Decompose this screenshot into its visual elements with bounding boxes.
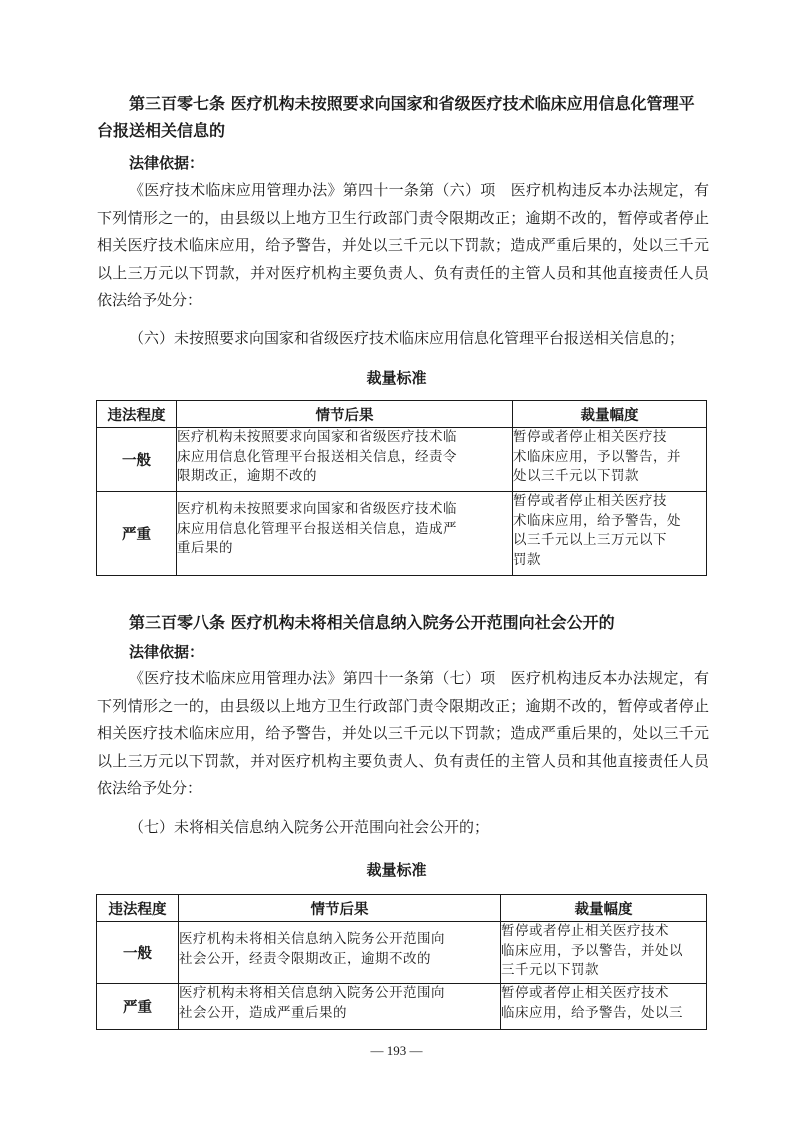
header-level: 违法程度	[97, 401, 177, 428]
table-header-row	[97, 895, 707, 922]
article-308-basis-text: 《医疗技术临床应用管理办法》第四十一条第（七）项 医疗机构违反本办法规定，有下列情形之一的，由县级以上地方卫生行政部门责令限期改正；逾期不改的，暂停或者停止相关医疗技术临床应用，给予警告，并处以三千元以下罚款；造成严重后果的，处以三千元以上三万元以下罚款，并对医疗机构主要负责人、负有责任的主管人员和其他直接责任人员依法给予处分：	[97, 669, 709, 797]
circumstance-cell: 医疗机构未按照要求向国家和省级医疗技术临 床应用信息化管理平台报送相关信息，造成严 重后果的	[177, 492, 513, 576]
article-308-title: 第三百零八条 医疗机构未将相关信息纳入院务公开范围向社会公开的	[129, 613, 615, 632]
level-cell: 一般	[97, 922, 179, 984]
penalty-cell: 暂停或者停止相关医疗技术 临床应用，给予警告，处以三	[501, 984, 707, 1030]
penalty-cell: 暂停或者停止相关医疗技术 临床应用，予以警告，并处以 三千元以下罚款	[501, 922, 707, 984]
header-penalty: 裁量幅度	[513, 401, 707, 428]
table-row	[97, 492, 707, 576]
circumstance-cell: 医疗机构未将相关信息纳入院务公开范围向 社会公开，经责令限期改正，逾期不改的	[179, 922, 501, 984]
level-cell: 严重	[97, 492, 177, 576]
table-row	[97, 984, 707, 1030]
article-308-table-caption: 裁量标准	[366, 861, 427, 879]
article-307-table-caption: 裁量标准	[366, 369, 427, 387]
circumstance-cell: 医疗机构未将相关信息纳入院务公开范围向 社会公开，造成严重后果的	[179, 984, 501, 1030]
table-row	[97, 922, 707, 984]
article-307-item: （六）未按照要求向国家和省级医疗技术临床应用信息化管理平台报送相关信息的；	[129, 329, 685, 347]
article-308-standard-table	[96, 894, 707, 1030]
article-307-title: 第三百零七条 医疗机构未按照要求向国家和省级医疗技术临床应用信息化管理平台报送相关信息的	[97, 94, 695, 140]
header-penalty: 裁量幅度	[501, 895, 707, 922]
article-307-basis-text: 《医疗技术临床应用管理办法》第四十一条第（六）项 医疗机构违反本办法规定，有下列情形之一的，由县级以上地方卫生行政部门责令限期改正；逾期不改的，暂停或者停止相关医疗技术临床应用，给予警告，并处以三千元以下罚款；造成严重后果的，处以三千元以上三万元以下罚款，并对医疗机构主要负责人、负有责任的主管人员和其他直接责任人员依法给予处分：	[97, 181, 709, 309]
article-308-item: （七）未将相关信息纳入院务公开范围向社会公开的；	[129, 818, 490, 836]
article-307-standard-table	[96, 400, 707, 576]
penalty-cell: 暂停或者停止相关医疗技 术临床应用，给予警告，处 以三千元以上三万元以下 罚款	[513, 492, 707, 576]
table-header-row	[97, 401, 707, 428]
penalty-cell: 暂停或者停止相关医疗技 术临床应用，予以警告，并 处以三千元以下罚款	[513, 428, 707, 492]
header-level: 违法程度	[97, 895, 179, 922]
level-cell: 严重	[97, 984, 179, 1030]
level-cell: 一般	[97, 428, 177, 492]
page-number: — 193 —	[370, 1043, 423, 1058]
header-circumstance: 情节后果	[177, 401, 513, 428]
article-307-basis-label: 法律依据：	[129, 154, 205, 172]
table-row	[97, 428, 707, 492]
circumstance-cell: 医疗机构未按照要求向国家和省级医疗技术临 床应用信息化管理平台报送相关信息，经责令 限期改正，逾期不改的	[177, 428, 513, 492]
header-circumstance: 情节后果	[179, 895, 501, 922]
article-308-basis-label: 法律依据：	[129, 643, 205, 661]
